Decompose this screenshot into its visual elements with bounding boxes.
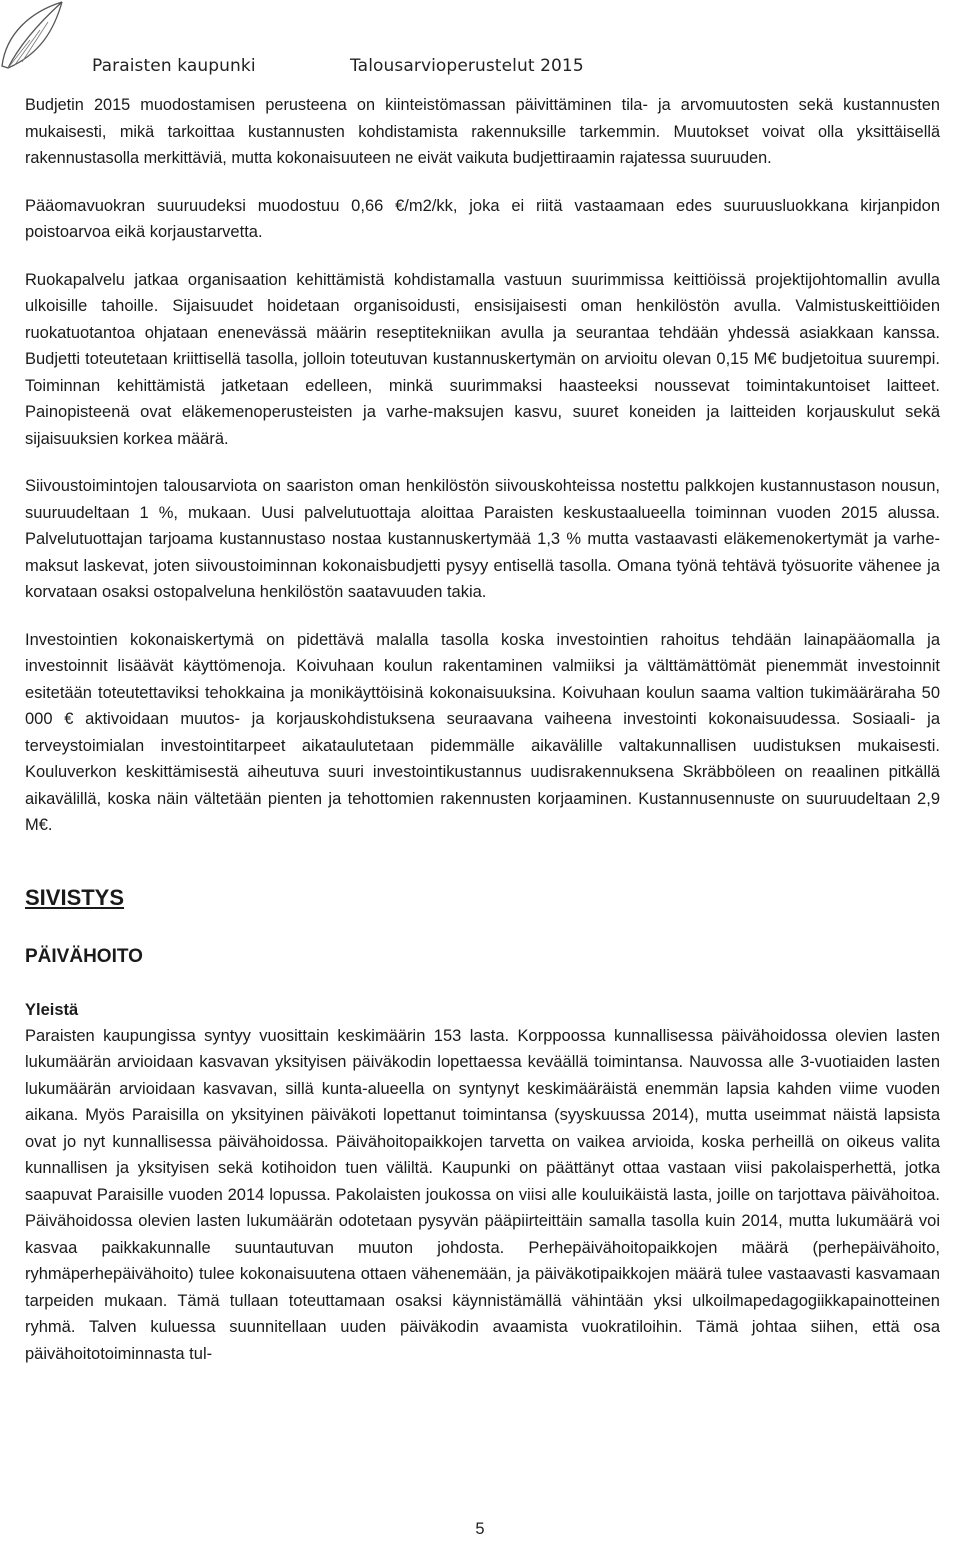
paragraph-cleaning: Siivoustoimintojen talousarviota on saariston oman henkilöstön siivouskohteissa nostettu palkkojen kustannustason nousun, suuruudeltaan 1 %, mukaan. Uusi palvelutuottaja aloittaa Paraisten keskustaalueella toiminnan vuoden 2015 alussa. Palvelutuottajan tarjoama kustannustaso nostaa kustannuskertymää 1,3 % mutta vastaavasti eläkemenokertymät ja varhe-maksut laskevat, joten siivoustoiminnan kokonaisbudjetti pysyy entisellä tasolla. Omana työnä tehtävä työsuorite vähenee ja korvataan osaksi ostopalveluna henkilöstön saatavuuden takia.	[25, 477, 940, 601]
paragraph-food-service: Ruokapalvelu jatkaa organisaation kehittämistä kohdistamalla vastuun suurimmissa keittiöissä projektijohtomallin avulla ulkoisille tahoille. Sijaisuudet hoidetaan organisoidusti, ensisijaisesti oman henkilöstön avulla. Valmistuskeittiöiden ruokatuotantoa ohjataan enenevässä määrin reseptitekniikan avulla ja seurantaa tehdään yhdessä asiakkaan kanssa. Budjetti toteutetaan kriittisellä tasolla, jolloin toteutuvan kustannuskertymän on arvioitu olevan 0,15 M€ budjetoitua suurempi. Toiminnan kehittämistä jatketaan edelleen, minkä suurimmaksi haasteeksi noussevat toimintakuntoiset laitteet. Painopisteenä ovat eläkemenoperusteisten ja varhe-maksujen kasvu, suuret koneiden ja laitteiden korjauskulut sekä sijaisuuksien korkea määrä.	[25, 270, 940, 448]
section-title: SIVISTYS	[25, 884, 125, 910]
paragraph-daycare: Paraisten kaupungissa syntyy vuosittain keskimäärin 153 lasta. Korppoossa kunnallisessa päivähoidossa olevien lasten lukumäärän arvioidaan kasvavan yksityisen päiväkodin lopettaessa keväällä toimintansa. Nauvossa alle 3-vuotiaiden lasten lukumäärän arvioidaan kasvavan, sillä kunta-alueella on syntynyt keskimääräistä enemmän lapsia kahden viime vuoden aikana. Myös Paraisilla on yksityinen päiväkoti lopettanut toimintansa (syyskuussa 2014), mutta useimmat näistä lapsista ovat jo nyt kunnallisessa päivähoidossa. Päivähoitopaikkojen tarvetta on vaikea arvioida, koska perheillä on oikeus valita kunnallisen ja yksityisen sekä kotihoidon tuen väliltä. Kaupunki on päättänyt ottaa vastaan viisi pakolaisperhettä, jotka saapuvat Paraisille vuoden 2014 lopussa. Pakolaisten joukossa on viisi alle kouluikäistä lasta, joille on tarjottava päivähoitoa. Päivähoidossa olevien lasten lukumäärän odotetaan pysyvän pääpiirteittäin samalla tasolla kuin 2014, mutta lukumäärä voi kasvaa paikkakunnalle suuntautuvan muuton johdosta. Perhepäivähoitopaikkojen määrä (perhepäivähoito, ryhmäperhepäivähoito) tulee kokonaisuutena ottaen vähenemään, ja päiväkotipaikkojen määrä tulee vastaavasti kasvamaan tarpeiden mukaan. Tämä tullaan toteuttamaan osaksi käynnistämällä vähintään yksi ulkoilmapedagogiikkapainotteinen ryhmä. Talven kuluessa suunnitellaan uuden päiväkodin avaamista vuokratiloihin. Tämä johtaa siihen, että osa päivähoitotoiminnasta tul-	[25, 1026, 940, 1363]
header-document-title: Talousarvioperustelut 2015	[350, 56, 584, 76]
city-logo	[0, 0, 70, 72]
subsection-title: PÄIVÄHOITO	[25, 945, 143, 967]
document-body	[25, 92, 940, 1367]
subheading-general: Yleistä	[25, 1000, 79, 1019]
paragraph-building-mass: Budjetin 2015 muodostamisen perusteena on kiinteistömassan päivittäminen tila- ja arvomuutosten sekä kustannusten mukaisesti, mikä tarkoittaa kustannusten kohdistamista rakennuksille tarkemmin. Muutokset voivat olla yksittäisellä rakennustasolla merkittäviä, mutta kokonaisuuteen ne eivät vaikuta budjettiraamin rajatessa suuruuden.	[25, 96, 940, 167]
header-organization: Paraisten kaupunki	[92, 56, 256, 76]
page-header	[92, 56, 584, 76]
paragraph-capital-rent: Pääomavuokran suuruudeksi muodostuu 0,66 €/m2/kk, joka ei riitä vastaamaan edes suuruusluokkana kirjanpidon poistoarvoa eikä korjaustarvetta.	[25, 196, 940, 241]
page-number: 5	[475, 1520, 485, 1538]
paragraph-investments: Investointien kokonaiskertymä on pidettävä malalla tasolla koska investointien rahoitus tehdään lainapääomalla ja investoinnit lisäävät käyttömenoja. Koivuhaan koulun rakentaminen valmiiksi ja välttämättömät pienemmät investoinnit esitetään toteutettaviksi tehokkaina ja monikäyttöisinä kokonaisuuksina. Koivuhaan koulun saama valtion tukimääräraha 50 000 € aktivoidaan muutos- ja korjauskohdistuksena seuraavana vaiheena investointi kokonaisuudessa. Sosiaali- ja terveystoimialan investointitarpeet aikataulutetaan pidemmälle aikavälille valtakunnallisen uudistuksen mukaisesti. Kouluverkon keskittämisestä aiheutuva suuri investointikustannus uudisrakennuksena Skräbböleen on reaalinen pitkällä aikavälillä, koska näin vältetään pienten ja tehottomien rakennusten korjaaminen. Kustannusennuste on suuruudeltaan 2,9 M€.	[25, 630, 940, 834]
